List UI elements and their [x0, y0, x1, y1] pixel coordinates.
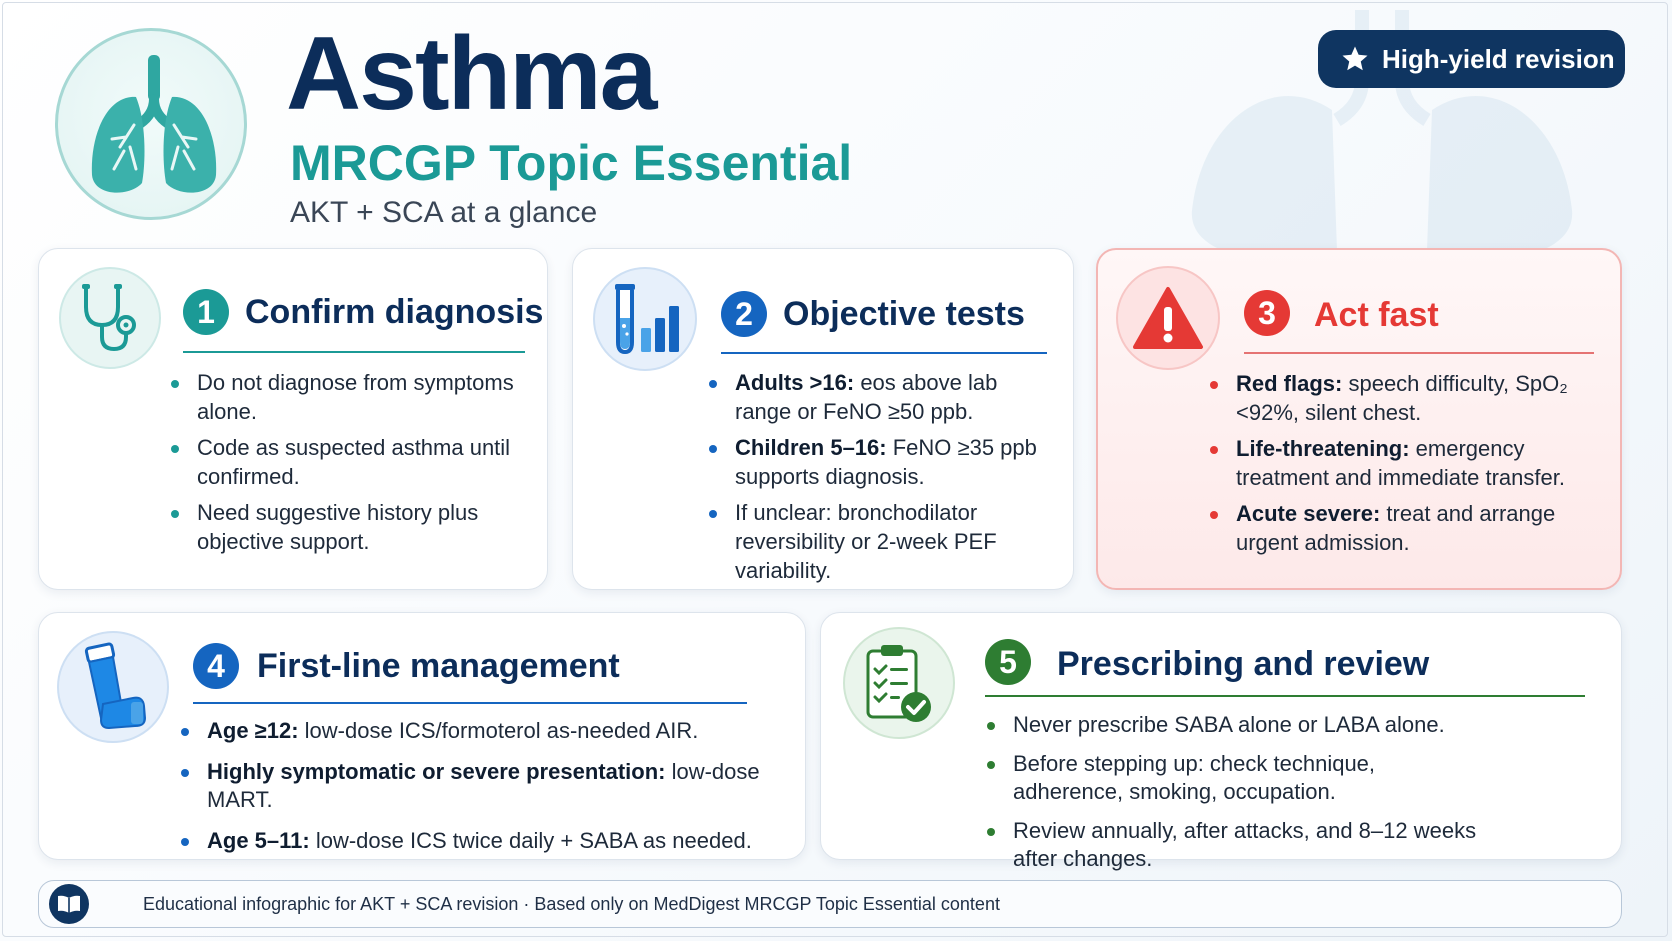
- card-objective-tests: [572, 248, 1074, 590]
- card-2-divider: [721, 352, 1047, 354]
- card-2-title: Objective tests: [783, 295, 1025, 333]
- card-3-list: [1210, 370, 1600, 566]
- badge-label: High-yield revision: [1382, 43, 1615, 74]
- list-item: Never prescribe SABA alone or LABA alone.: [987, 711, 1487, 740]
- lungs-icon: [84, 51, 224, 201]
- card-1-list: [171, 369, 521, 565]
- inhaler-icon: [73, 642, 153, 732]
- list-item: Children 5–16: FeNO ≥35 ppb supports diagnosis.: [709, 434, 1059, 491]
- book-icon: [49, 884, 89, 924]
- list-item: Red flags: speech difficulty, SpO₂ <92%, silent chest.: [1210, 370, 1600, 427]
- card-5-divider: [985, 695, 1585, 697]
- card-2-number: 2: [721, 291, 767, 337]
- card-1-title: Confirm diagnosis: [245, 293, 544, 331]
- list-item: Code as suspected asthma until confirmed.: [171, 434, 521, 491]
- clipboard-check-icon: [864, 641, 934, 725]
- card-prescribing-and-review: [820, 612, 1622, 872]
- card-5-icon-circle: [843, 627, 955, 739]
- card-1-divider: [183, 351, 525, 353]
- list-item: Age 5–11: low-dose ICS twice daily + SABA as needed.: [181, 827, 791, 856]
- list-item: Do not diagnose from symptoms alone.: [171, 369, 521, 426]
- list-item: Highly symptomatic or severe presentation: low-dose MART.: [181, 758, 791, 815]
- card-first-line-management: [38, 612, 806, 860]
- card-5-list: [987, 711, 1487, 882]
- warning-icon: [1132, 285, 1204, 351]
- card-4-number: 4: [193, 643, 239, 689]
- card-3-divider: [1244, 352, 1594, 354]
- list-item: Life-threatening: emergency treatment and immediate transfer.: [1210, 435, 1600, 492]
- card-2-list: [709, 369, 1059, 593]
- card-1-icon-circle: [59, 267, 161, 369]
- list-item: Review annually, after attacks, and 8–12 weeks after changes.: [987, 817, 1487, 874]
- list-item: Adults >16: eos above lab range or FeNO ≥50 ppb.: [709, 369, 1059, 426]
- card-act-fast: [1096, 248, 1622, 590]
- page-subtitle: MRCGP Topic Essential: [290, 135, 853, 191]
- card-1-number: 1: [183, 289, 229, 335]
- page-tagline: AKT + SCA at a glance: [290, 196, 598, 229]
- card-4-divider: [193, 702, 747, 704]
- card-4-title: First-line management: [257, 647, 620, 685]
- card-3-title: Act fast: [1314, 296, 1439, 334]
- list-item: Need suggestive history plus objective support.: [171, 499, 521, 556]
- stethoscope-icon: [76, 281, 144, 355]
- logo-circle: [55, 28, 247, 220]
- list-item: Before stepping up: check technique, adherence, smoking, occupation.: [987, 750, 1487, 807]
- high-yield-badge: [1318, 30, 1625, 88]
- list-item: If unclear: bronchodilator reversibility or 2-week PEF variability.: [709, 499, 1059, 585]
- card-4-list: [181, 717, 791, 863]
- page-title: Asthma: [286, 16, 656, 132]
- card-3-icon-circle: [1116, 266, 1220, 370]
- card-4-icon-circle: [57, 631, 169, 743]
- list-item: Acute severe: treat and arrange urgent admission.: [1210, 500, 1600, 557]
- footer-bar: [38, 880, 1622, 928]
- list-item: Age ≥12: low-dose ICS/formoterol as-needed AIR.: [181, 717, 791, 746]
- card-confirm-diagnosis: [38, 248, 548, 590]
- card-2-icon-circle: [593, 267, 697, 371]
- test-tube-chart-icon: [609, 282, 681, 356]
- star-icon: [1340, 44, 1370, 74]
- card-5-title: Prescribing and review: [1057, 645, 1430, 683]
- footer-text: Educational infographic for AKT + SCA revision · Based only on MedDigest MRCGP Topic Essential content: [143, 893, 1000, 914]
- card-3-number: 3: [1244, 290, 1290, 336]
- card-5-number: 5: [985, 639, 1031, 685]
